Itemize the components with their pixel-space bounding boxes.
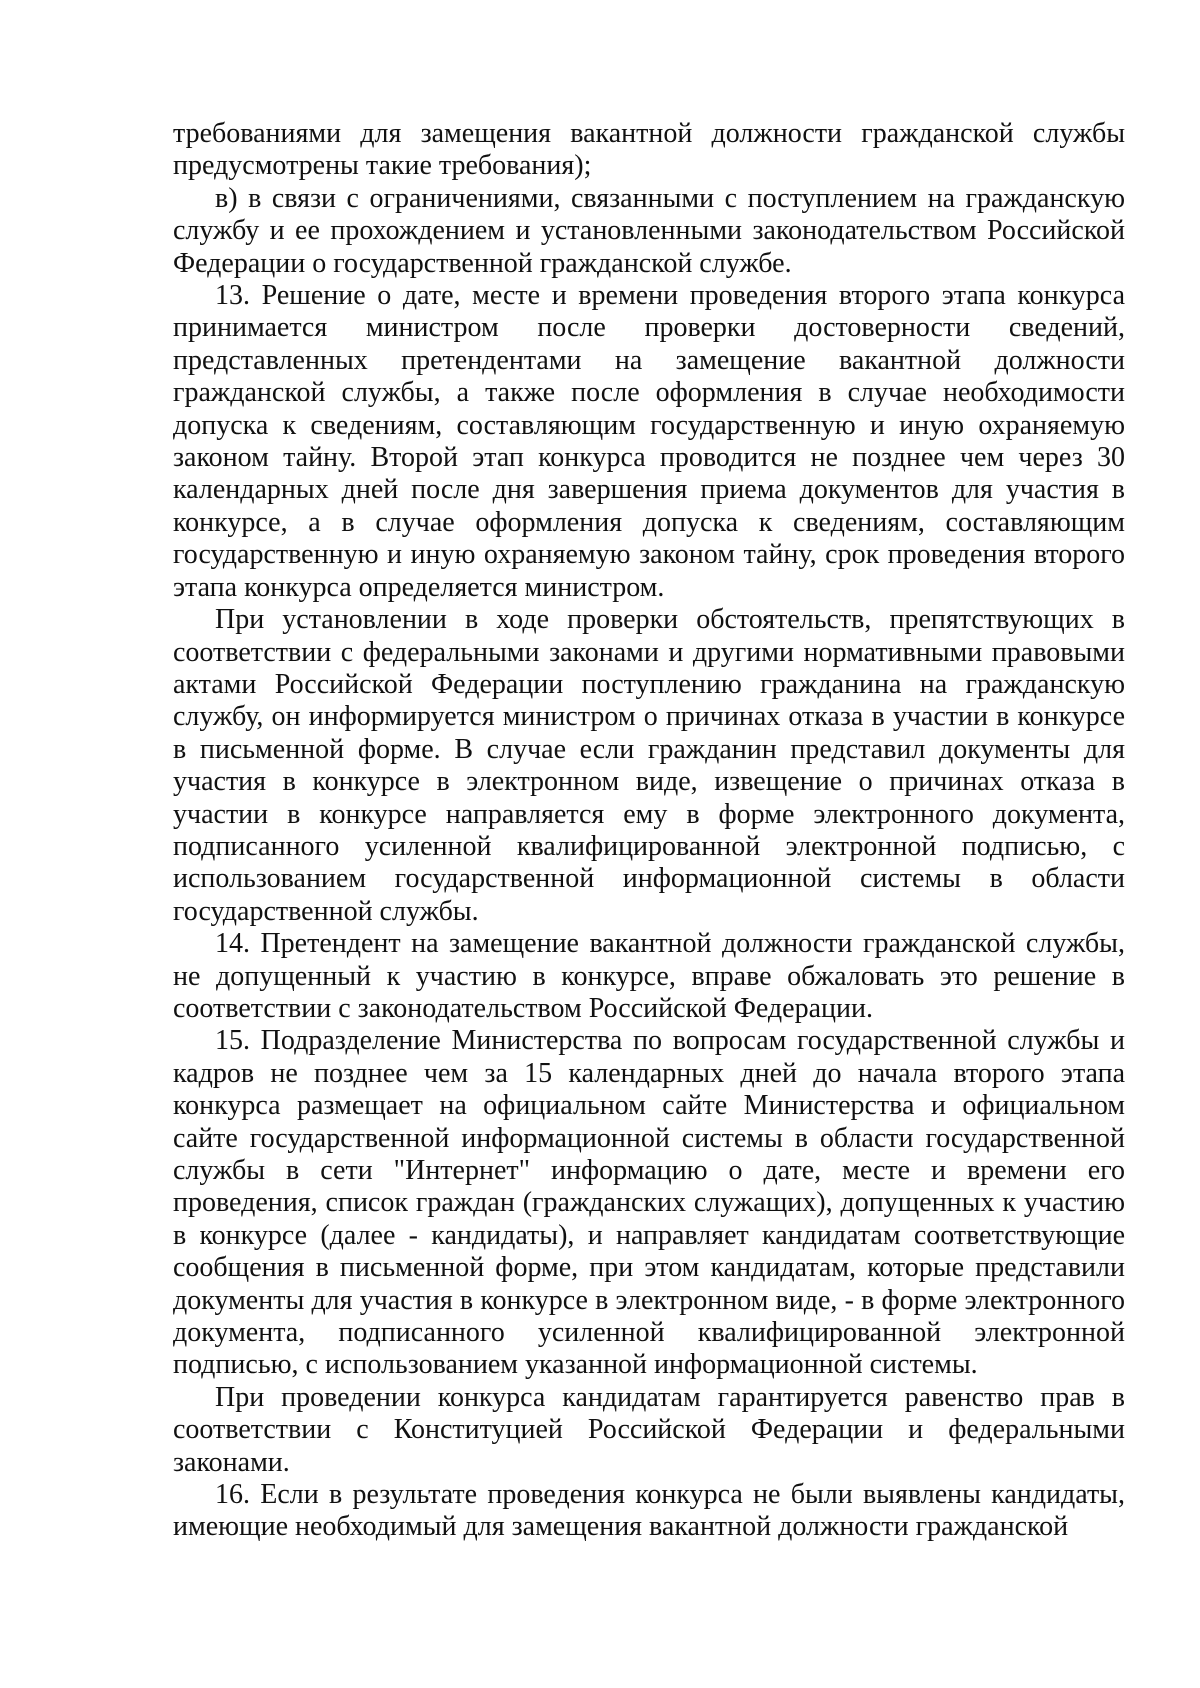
- paragraph-item-v: в) в связи с ограничениями, связанными с поступлением на гражданскую службу и ее прохождением и установленными законодательством Российской Федерации о государственной гражданской службе.: [173, 182, 1125, 279]
- paragraph-14: 14. Претендент на замещение вакантной должности гражданской службы, не допущенный к участию в конкурсе, вправе обжаловать это решение в соответствии с законодательством Российской Федерации.: [173, 928, 1125, 1024]
- paragraph-continuation: требованиями для замещения вакантной должности гражданской службы предусмотрены такие требования);: [173, 118, 1125, 182]
- document-body: [173, 118, 1125, 1544]
- paragraph-16: 16. Если в результате проведения конкурса не были выявлены кандидаты, имеющие необходимый для замещения вакантной должности гражданской: [173, 1479, 1125, 1543]
- paragraph-13-refusal: При установлении в ходе проверки обстоятельств, препятствующих в соответствии с федеральными законами и другими нормативными правовыми актами Российской Федерации поступлению гражданина на гражданскую службу, он информируется министром о причинах отказа в участии в конкурсе в письменной форме. В случае если гражданин представил документы для участия в конкурсе в электронном виде, извещение о причинах отказа в участии в конкурсе направляется ему в форме электронного документа, подписанного усиленной квалифицированной электронной подписью, с использованием государственной информационной системы в области государственной службы.: [173, 604, 1125, 927]
- paragraph-13: 13. Решение о дате, месте и времени проведения второго этапа конкурса принимается министром после проверки достоверности сведений, представленных претендентами на замещение вакантной должности гражданской службы, а также после оформления в случае необходимости допуска к сведениям, составляющим государственную и иную охраняемую законом тайну. Второй этап конкурса проводится не позднее чем через 30 календарных дней после дня завершения приема документов для участия в конкурсе, а в случае оформления допуска к сведениям, составляющим государственную и иную охраняемую законом тайну, срок проведения второго этапа конкурса определяется министром.: [173, 280, 1125, 603]
- paragraph-15: 15. Подразделение Министерства по вопросам государственной службы и кадров не позднее чем за 15 календарных дней до начала второго этапа конкурса размещает на официальном сайте Министерства и официальном сайте государственной информационной системы в области государственной службы в сети "Интернет" информацию о дате, месте и времени его проведения, список граждан (гражданских служащих), допущенных к участию в конкурсе (далее - кандидаты), и направляет кандидатам соответствующие сообщения в письменной форме, при этом кандидатам, которые представили документы для участия в конкурсе в электронном виде, - в форме электронного документа, подписанного усиленной квалифицированной электронной подписью, с использованием указанной информационной системы.: [173, 1025, 1125, 1381]
- paragraph-15-equality: При проведении конкурса кандидатам гарантируется равенство прав в соответствии с Конституцией Российской Федерации и федеральными законами.: [173, 1381, 1125, 1478]
